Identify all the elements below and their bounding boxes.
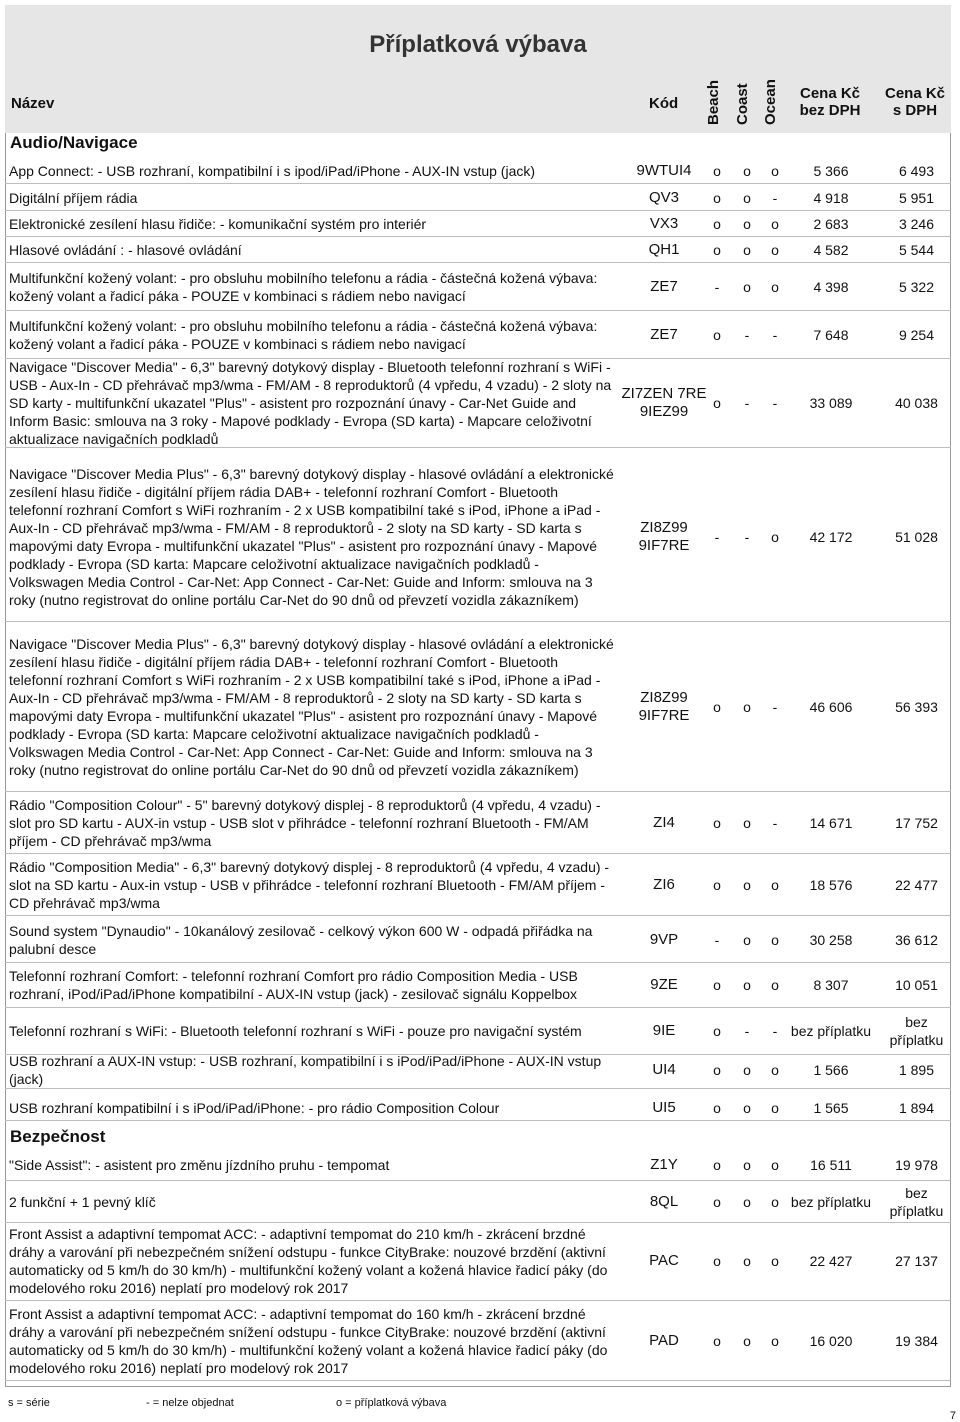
cell-price-gross: 27 137 <box>895 1253 938 1269</box>
cell-price-net: 4 582 <box>813 241 849 258</box>
cell-beach: o <box>713 1157 721 1173</box>
table-row <box>5 211 951 237</box>
header-name: Název <box>11 95 55 112</box>
cell-code: Z1Y <box>650 1156 678 1173</box>
cell-beach: o <box>713 394 721 411</box>
cell-description: Front Assist a adaptivní tempomat ACC: - adaptivní tempomat do 210 km/h - zkrácení brzdné dráhy a varování při nebezpečném snížení odstupu - funkce CityBrake: nouzové brzdění (aktivní automaticky od 5 km/h do 30 km/h) - multifunkční kožený volant a kožená hlavice řadicí páky (do modelového roku 2016) neplatí pro modelový rok 2017 <box>9 1226 608 1296</box>
table-row <box>5 1182 951 1223</box>
cell-code: QV3 <box>648 188 679 206</box>
cell-price-net: 1 565 <box>813 1099 849 1116</box>
cell-beach: o <box>713 877 721 893</box>
cell-ocean: o <box>771 241 779 258</box>
cell-beach: - <box>714 932 720 948</box>
cell-description: Telefonní rozhraní s WiFi: - Bluetooth telefonní rozhraní s WiFi - pouze pro navigační systém <box>9 1022 582 1039</box>
cell-price-net: 22 427 <box>809 1253 853 1269</box>
cell-price-net: 18 576 <box>809 877 853 893</box>
cell-coast: o <box>743 698 751 715</box>
cell-price-net: 7 648 <box>813 326 849 343</box>
cell-description: Telefonní rozhraní Comfort: - telefonní rozhraní Comfort pro rádio Composition Media - USB rozhraní, iPod/iPad/iPhone kompatibilní - AUX-IN vstup (jack) - zesilovač signálu Koppelbox <box>9 968 578 1002</box>
table-row <box>5 918 951 963</box>
cell-code: ZI4 <box>653 814 675 831</box>
cell-code: 8QL <box>649 1193 679 1210</box>
page-number: 7 <box>949 1410 956 1422</box>
cell-price-net: 1 566 <box>813 1062 849 1078</box>
cell-price-gross: 6 493 <box>898 162 935 179</box>
cell-coast: - <box>744 394 750 411</box>
cell-beach: o <box>713 1099 721 1116</box>
cell-price-gross: 19 384 <box>895 1333 938 1349</box>
cell-ocean: o <box>771 528 779 545</box>
cell-code: ZI8Z99 9IF7RE <box>638 688 690 724</box>
cell-price-net: bez příplatku <box>790 1022 872 1039</box>
cell-description: USB rozhraní a AUX-IN vstup: - USB rozhraní, kompatibilní i s iPod/iPad/iPhone - AUX-IN vstup (jack) <box>9 1053 602 1087</box>
cell-price-net: 16 511 <box>810 1157 852 1173</box>
cell-beach: o <box>713 241 721 258</box>
cell-beach: o <box>713 189 721 206</box>
legend-s: s = série <box>8 1397 50 1409</box>
cell-code: ZI6 <box>653 876 675 893</box>
cell-price-net: 14 671 <box>809 815 853 831</box>
cell-coast: o <box>743 1333 751 1349</box>
cell-coast: o <box>743 977 751 993</box>
cell-code: VX3 <box>649 214 679 232</box>
cell-beach: o <box>713 215 721 232</box>
cell-coast: - <box>744 528 750 545</box>
cell-coast: o <box>743 241 751 258</box>
cell-description: Front Assist a adaptivní tempomat ACC: - adaptivní tempomat do 160 km/h - zkrácení brzdné dráhy a varování při nebezpečném snížení odstupu - funkce CityBrake: nouzové brzdění (aktivní automaticky od 5 km/h do 30 km/h) - multifunkční kožený volant a kožená hlavice řadicí páky (do modelového roku 2016) neplatí pro modelový rok 2017 <box>9 1306 608 1376</box>
cell-price-gross: 56 393 <box>895 698 938 715</box>
table-row <box>5 237 951 263</box>
cell-ocean: - <box>772 394 778 411</box>
cell-ocean: o <box>771 932 779 948</box>
cell-price-net: 46 606 <box>809 698 853 715</box>
cell-price-gross: 10 051 <box>895 977 938 993</box>
cell-beach: o <box>713 815 721 831</box>
cell-ocean: o <box>771 977 779 993</box>
table-row <box>5 158 951 184</box>
legend-o: o = příplatková výbava <box>336 1397 447 1409</box>
page-title: Příplatková výbava <box>369 31 587 58</box>
cell-description: Navigace "Discover Media" - 6,3" barevný dotykový display - Bluetooth telefonní rozhraní s WiFi - USB - Aux-In - CD přehrávač mp3/wma - FM/AM - 8 reproduktorů (4 vpředu, 4 vzadu) - 2 sloty na SD karty - multifunkční ukazatel "Plus" - asistent pro rozpoznání únavy - Car-Net Guide and Inform Basic: smlouva na 3 roky - Mapové podklady - Evropa (SD karta) - Mapcare celoživotní aktualizace navigačních podkladů <box>9 358 612 447</box>
cell-description: Multifunkční kožený volant: - pro obsluhu mobilního telefonu a rádia - částečná kožená výbava: kožený volant a řadicí páka - POUZE v kombinaci s rádiem nebo navigací <box>9 317 598 352</box>
cell-code: ZE7 <box>650 277 678 295</box>
cell-coast: o <box>743 189 751 206</box>
cell-beach: o <box>713 1253 721 1269</box>
cell-code: PAC <box>649 1252 679 1269</box>
cell-price-gross: 5 951 <box>898 189 935 206</box>
table-row <box>5 452 951 622</box>
cell-price-net: 42 172 <box>809 528 853 545</box>
header-coast: Coast <box>734 83 751 125</box>
header-price-gross-line1: Cena Kč <box>884 85 946 102</box>
cell-price-net: 5 366 <box>813 162 849 179</box>
cell-code: ZI8Z99 9IF7RE <box>638 518 690 554</box>
cell-price-gross: 1 894 <box>898 1099 935 1116</box>
cell-description: Sound system "Dynaudio" - 10kanálový zesilovač - celkový výkon 600 W - odpadá přiřádka na palubní desce <box>9 923 593 957</box>
cell-coast: o <box>743 1099 751 1116</box>
cell-beach: o <box>713 1194 721 1210</box>
cell-code: 9WTUI4 <box>636 161 692 179</box>
cell-price-net: 16 020 <box>809 1333 853 1349</box>
cell-ocean: o <box>771 1157 779 1173</box>
cell-code: 9VP <box>649 931 679 948</box>
cell-coast: - <box>744 1022 750 1039</box>
cell-code: 9ZE <box>650 976 678 993</box>
cell-price-gross: 1 895 <box>898 1062 935 1078</box>
cell-description: Navigace "Discover Media Plus" - 6,3" barevný dotykový display - hlasové ovládání a elektronické zesílení hlasu řidiče - digitální příjem rádia DAB+ - telefonní rozhraní Comfort - Bluetooth telefonní rozhraní Comfort s WiFi rozhraním - 2 x USB kompatibilní také s iPod, iPhone a iPad - Aux-In - CD přehrávač mp3/wma - FM/AM - 8 reproduktorů - 2 sloty na SD karty - SD karta s mapovými daty Evropa - multifunkční ukazatel "Plus" - asistent pro rozpoznání únavy - Mapové podklady - Evropa (SD karta: Mapcare celoživotní aktualizace navigačních podkladů - Volkswagen Media Control - Car-Net: App Connect - Car-Net: Guide and Inform: smlouva na 3 roky (nutno registrovat do online portálu Car-Net do 90 dnů od převzetí vozidla zákazníkem) <box>9 465 614 608</box>
cell-beach: - <box>714 528 720 545</box>
cell-ocean: o <box>771 877 779 893</box>
cell-beach: o <box>713 162 721 179</box>
cell-price-gross: 51 028 <box>895 528 938 545</box>
table-row <box>5 358 951 448</box>
cell-beach: o <box>713 698 721 715</box>
cell-beach: o <box>713 1333 721 1349</box>
cell-coast: o <box>743 1157 751 1173</box>
cell-ocean: o <box>771 278 779 295</box>
cell-ocean: o <box>771 1062 779 1078</box>
cell-ocean: - <box>772 698 778 715</box>
table-row <box>5 1150 951 1181</box>
cell-description: Hlasové ovládání : - hlasové ovládání <box>9 241 242 258</box>
cell-price-net: bez příplatku <box>790 1194 872 1210</box>
cell-ocean: o <box>771 215 779 232</box>
cell-price-gross: 40 038 <box>895 394 938 411</box>
cell-description: Multifunkční kožený volant: - pro obsluhu mobilního telefonu a rádia - částečná kožená výbava: kožený volant a řadicí páka - POUZE v kombinaci s rádiem nebo navigací <box>9 269 598 304</box>
table-header <box>5 5 951 133</box>
cell-price-net: 4 918 <box>813 189 849 206</box>
table-row <box>5 793 951 854</box>
cell-code: 9IE <box>652 1021 676 1039</box>
table-row <box>5 1007 951 1055</box>
section-safety: Bezpečnost <box>10 1127 106 1146</box>
cell-coast: o <box>743 815 751 831</box>
cell-price-gross: 19 978 <box>895 1157 938 1173</box>
cell-coast: o <box>743 932 751 948</box>
cell-description: "Side Assist": - asistent pro změnu jízdního pruhu - tempomat <box>9 1157 390 1173</box>
cell-ocean: o <box>771 1253 779 1269</box>
table-row <box>5 622 951 792</box>
cell-beach: o <box>713 1022 721 1039</box>
cell-ocean: o <box>771 1333 779 1349</box>
cell-description: Digitální příjem rádia <box>9 189 138 206</box>
cell-code: ZI7ZEN 7RE 9IEZ99 <box>621 384 707 420</box>
cell-price-net: 4 398 <box>813 278 849 295</box>
cell-coast: o <box>743 1062 751 1078</box>
section-audio: Audio/Navigace <box>10 133 138 152</box>
cell-description: Rádio "Composition Media" - 6,3" barevný dotykový displej - 8 reproduktorů (4 vpředu, 4 vzadu) - slot na SD kartu - Aux-in vstup - USB v přihrádce - telefonní rozhraní Bluetooth - FM/AM příjem - CD přehrávač mp3/wma <box>9 859 610 911</box>
cell-price-net: 30 258 <box>809 932 853 948</box>
table-row <box>5 855 951 916</box>
header-ocean: Ocean <box>762 79 779 125</box>
cell-price-gross: 9 254 <box>898 326 935 343</box>
cell-coast: o <box>743 1194 751 1210</box>
cell-price-gross: 22 477 <box>895 877 938 893</box>
cell-coast: o <box>743 877 751 893</box>
cell-description: Rádio "Composition Colour" - 5" barevný dotykový displej - 8 reproduktorů (4 vpředu, 4 vzadu) - slot pro SD kartu - AUX-in vstup - USB slot v přihrádce - telefonní rozhraní Bluetooth - FM/AM příjem - CD přehrávač mp3/wma <box>9 797 601 849</box>
header-price-net <box>795 85 865 119</box>
cell-price-gross: 5 544 <box>898 241 935 258</box>
cell-price-net: 8 307 <box>813 977 849 993</box>
cell-price-net: 2 683 <box>813 215 849 232</box>
header-price-gross-line2: s DPH <box>892 102 938 119</box>
cell-ocean: - <box>772 189 778 206</box>
table-row <box>5 311 951 359</box>
header-beach: Beach <box>705 79 722 125</box>
cell-price-net: 33 089 <box>809 394 853 411</box>
table-row <box>5 963 951 1008</box>
cell-price-gross: bez příplatku <box>889 1185 944 1219</box>
cell-description: Elektronické zesílení hlasu řidiče: - komunikační systém pro interiér <box>9 215 427 232</box>
header-price-net-line1: Cena Kč <box>799 85 861 102</box>
cell-ocean: o <box>771 1099 779 1116</box>
cell-coast: o <box>743 278 751 295</box>
cell-description: App Connect: - USB rozhraní, kompatibilní i s ipod/iPad/iPhone - AUX-IN vstup (jack) <box>9 162 536 179</box>
table-row <box>5 1052 951 1089</box>
cell-code: ZE7 <box>650 325 678 343</box>
table-row <box>5 185 951 211</box>
cell-code: UI4 <box>652 1061 676 1078</box>
header-code: Kód <box>649 95 679 112</box>
cell-price-gross: 17 752 <box>895 815 938 831</box>
cell-coast: o <box>743 215 751 232</box>
cell-ocean: o <box>771 1194 779 1210</box>
cell-description: USB rozhraní kompatibilní i s iPod/iPad/iPhone: - pro rádio Composition Colour <box>9 1099 500 1116</box>
cell-price-gross: bez příplatku <box>889 1013 944 1048</box>
cell-price-gross: 3 246 <box>898 215 935 232</box>
cell-price-gross: 36 612 <box>895 932 938 948</box>
header-price-gross <box>880 85 950 119</box>
cell-code: QH1 <box>648 240 680 258</box>
cell-beach: o <box>713 326 721 343</box>
legend-dash: - = nelze objednat <box>146 1397 234 1409</box>
table-row <box>5 1222 951 1301</box>
cell-beach: o <box>713 977 721 993</box>
cell-coast: o <box>743 1253 751 1269</box>
cell-code: PAD <box>649 1332 679 1349</box>
cell-coast: o <box>743 162 751 179</box>
cell-price-gross: 5 322 <box>898 278 935 295</box>
cell-code: UI5 <box>652 1098 676 1116</box>
cell-ocean: - <box>772 326 778 343</box>
table-row <box>5 263 951 311</box>
cell-ocean: - <box>772 1022 778 1039</box>
cell-beach: - <box>714 278 720 295</box>
table-row <box>5 1302 951 1381</box>
cell-ocean: - <box>772 815 778 831</box>
cell-description: Navigace "Discover Media Plus" - 6,3" barevný dotykový display - hlasové ovládání a elektronické zesílení hlasu řidiče - digitální příjem rádia DAB+ - telefonní rozhraní Comfort - Bluetooth telefonní rozhraní Comfort s WiFi rozhraním - 2 x USB kompatibilní také s iPod, iPhone a iPad - Aux-In - CD přehrávač mp3/wma - FM/AM - 8 reproduktorů - 2 sloty na SD karty - SD karta s mapovými daty Evropa - multifunkční ukazatel "Plus" - asistent pro rozpoznání únavy - Mapové podklady - Evropa (SD karta: Mapcare celoživotní aktualizace navigačních podkladů - Volkswagen Media Control - Car-Net: App Connect - Car-Net: Guide and Inform: smlouva na 3 roky (nutno registrovat do online portálu Car-Net do 90 dnů od převzetí vozidla zákazníkem) <box>9 635 614 778</box>
header-price-net-line2: bez DPH <box>799 102 861 119</box>
cell-coast: - <box>744 326 750 343</box>
table-row <box>5 1095 951 1121</box>
cell-description: 2 funkční + 1 pevný klíč <box>9 1194 156 1210</box>
cell-beach: o <box>713 1062 721 1078</box>
cell-ocean: o <box>771 162 779 179</box>
